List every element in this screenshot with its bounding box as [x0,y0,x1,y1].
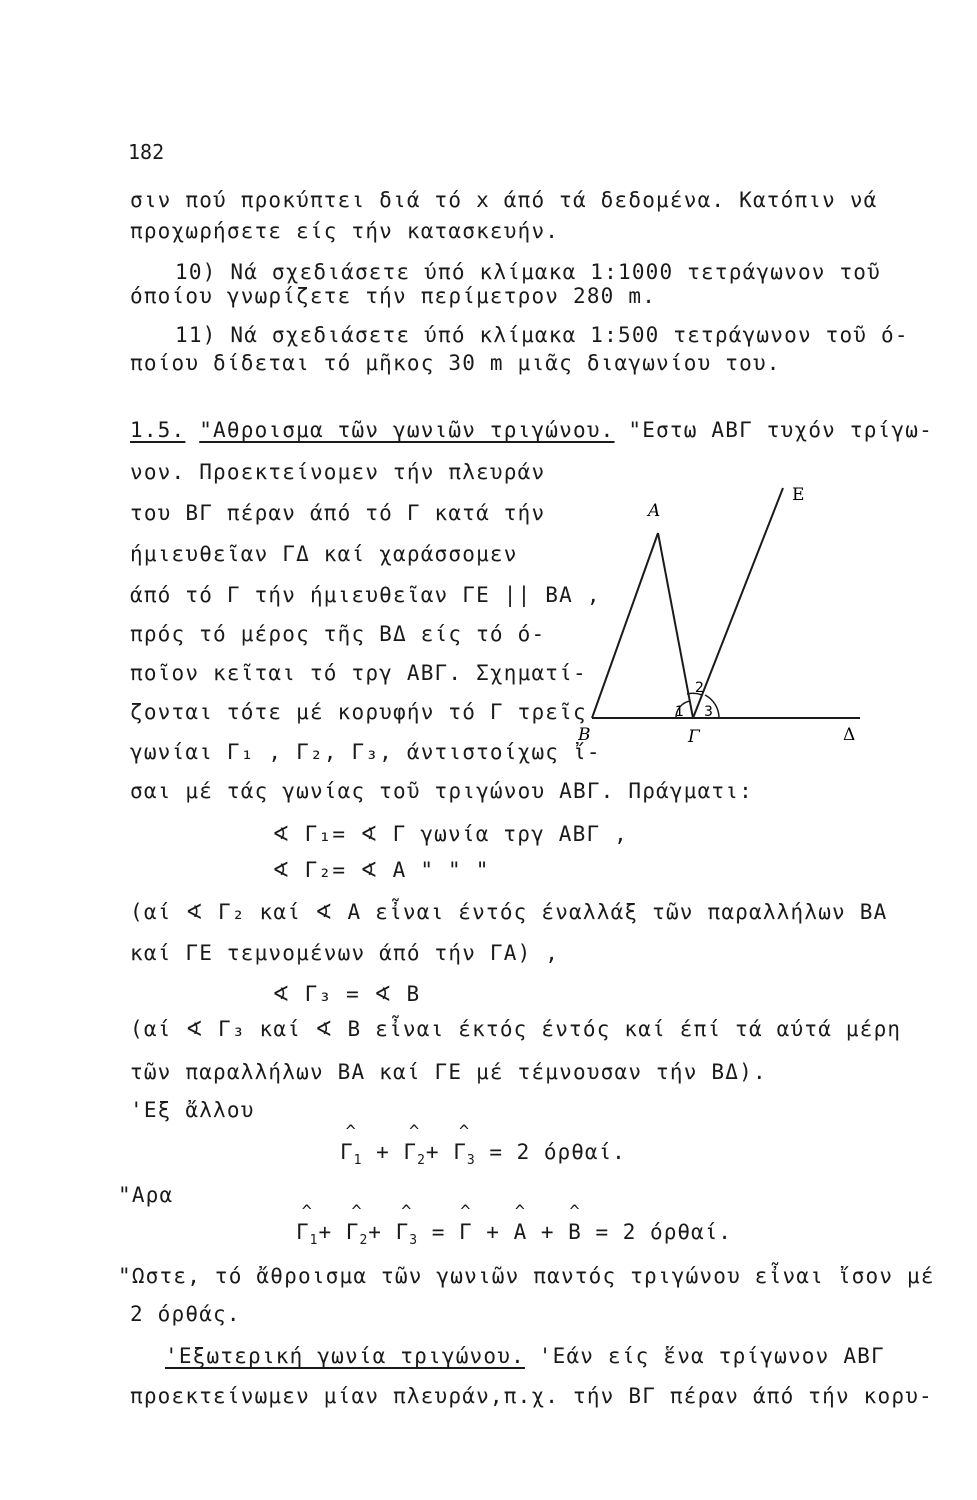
section-heading [130,418,933,442]
subsection-text: 'Εάν είς ἕνα τρίγωνον ΑΒΓ [538,1344,885,1368]
ray-GE [693,488,783,718]
text-line: ήμιευθεῖαν ΓΔ καί χαράσσομεν [130,542,518,566]
text-line: 2 όρθάς. [130,1302,241,1326]
text-line: γωνίαι Γ₁ , Γ₂, Γ₃, άντιστοίχως ἴ- [130,740,601,764]
text-line: (αί ∢ Γ₃ καί ∢ Β εἶναι έκτός έντός καί έπί τά αύτά μέρη [130,1017,902,1041]
text-line: όποίου γνωρίζετε τήν περίμετρον 280 m. [130,284,657,308]
angle-label-2: 2 [695,680,704,696]
text-line: "Αρα [118,1183,174,1207]
text-line: νον. Προεκτείνομεν τήν πλευράν [130,460,546,484]
equation-line: ∢ Γ₁= ∢ Γ γωνία τργ ΑΒΓ , [272,822,628,846]
text-line: πρός τό μέρος τῆς ΒΔ είς τό ό- [130,622,546,646]
text-line: του ΒΓ πέραν άπό τό Γ κατά τήν [130,501,546,525]
text-line: τῶν παραλλήλων ΒΑ καί ΓΕ μέ τέμνουσαν τήν ΒΔ). [130,1060,767,1084]
text-line: προχωρήσετε είς τήν κατασκευήν. [130,219,560,243]
side-AG [658,533,693,718]
subsection-title: 'Εξωτερική γωνία τριγώνου. [165,1344,525,1368]
label-E: E [792,485,805,505]
text-line: άπό τό Γ τήν ήμιευθεῖαν ΓΕ || ΒΑ , [130,583,601,607]
text-line: 11) Νά σχεδιάσετε ύπό κλίμακα 1:500 τετράγωνον τοῦ ό- [175,323,909,347]
equation-result: = 2 όρθαί. [595,1220,732,1244]
side-BA [592,533,658,718]
angle-label-1: 1 [675,704,684,720]
equation-line: ∢ Γ₃ = ∢ Β [272,982,421,1006]
equation-line: ∢ Γ₂= ∢ Α " " " [272,858,490,882]
label-D: Δ [843,725,856,745]
text-line: καί ΓΕ τεμνομένων άπό τήν ΓΑ) , [130,941,560,965]
section-title: "Αθροισμα τῶν γωνιῶν τριγώνου. [199,418,615,442]
text-line: (αί ∢ Γ₂ καί ∢ Α εἶναι έντός έναλλάξ τῶν παραλλήλων ΒΑ [130,900,888,924]
text-line: 'Εξ ἄλλου [130,1098,255,1122]
angle-label-3: 3 [704,704,713,720]
text-line: σαι μέ τάς γωνίας τοῦ τριγώνου ΑΒΓ. Πράγματι: [130,779,753,803]
text-line: προεκτείνωμεν μίαν πλευράν,π.χ. τήν ΒΓ πέραν άπό τήν κορυ- [130,1384,933,1408]
label-B: B [578,725,591,745]
section-number: 1.5. [130,418,186,442]
triangle-figure [578,468,878,750]
subsection-heading [165,1344,885,1368]
triangle-sum-equation: ^ $\Gamma_1+$ ^ $\Gamma_2+$ ^ $\Gamma_3$ = ^ Γ + ^ A + ^ B = 2 όρθαί. [296,1220,732,1248]
angle-sum-equation: ^ $\Gamma_1$ + ^ $\Gamma_2+$ ^ $\Gamma_3 = 2$ όρθαί. [340,1140,626,1168]
label-G: Γ [688,727,700,747]
page-number: 182 [128,140,165,164]
text-line: ζονται τότε μέ κορυφήν τό Γ τρεῖς [130,700,587,724]
text-line: ποίου δίδεται τό μῆκος 30 m μιᾶς διαγωνίου του. [130,351,781,375]
label-A: A [648,501,661,521]
section-text: "Εστω ΑΒΓ τυχόν τρίγω- [628,418,933,442]
text-line: 10) Νά σχεδιάσετε ύπό κλίμακα 1:1000 τετράγωνον τοῦ [175,260,881,284]
text-line: ποῖον κεῖται τό τργ ΑΒΓ. Σχηματί- [130,661,587,685]
text-line: "Ωστε, τό ἄθροισμα τῶν γωνιῶν παντός τριγώνου εἶναι ἴσον μέ [118,1264,935,1288]
equation-result: = 2 όρθαί. [489,1140,626,1164]
text-line: σιν πού προκύπτει διά τό x άπό τά δεδομένα. Κατόπιν νά [130,188,878,212]
